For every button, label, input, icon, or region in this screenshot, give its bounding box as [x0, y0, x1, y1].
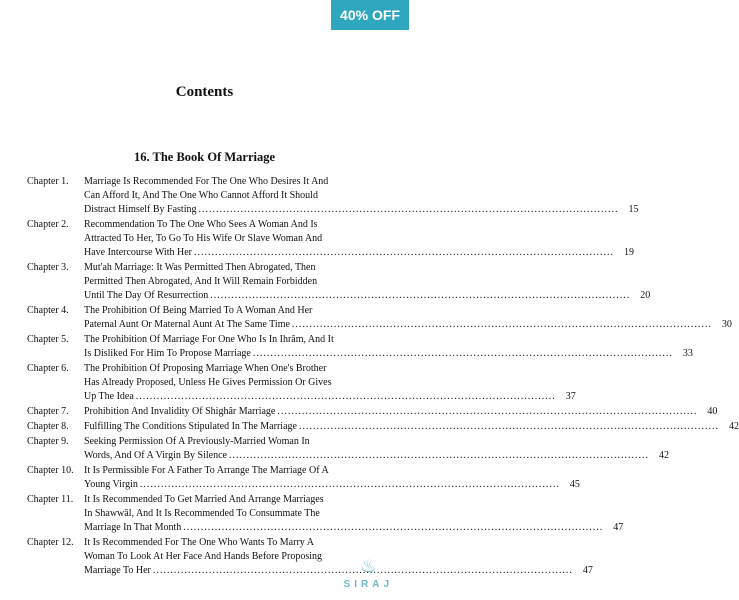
- toc-entry[interactable]: [27, 333, 693, 361]
- dot-leader: [229, 449, 649, 463]
- dot-leader: [210, 289, 630, 303]
- chapter-title-line: Young Virgin: [84, 479, 138, 490]
- chapter-title-line: Fulfilling The Conditions Stipulated In The Marriage: [84, 421, 297, 432]
- page-number: 45: [569, 479, 580, 490]
- lamp-icon: ♨: [360, 556, 377, 576]
- dot-leader: [194, 246, 614, 260]
- watermark-label: SIRAJ: [343, 579, 393, 590]
- chapter-title-line: Recommendation To The One Who Sees A Woman And Is: [84, 219, 318, 230]
- siraj-watermark: [344, 556, 393, 590]
- dot-leader: [277, 405, 697, 419]
- toc-entry[interactable]: [27, 420, 739, 434]
- toc-entry[interactable]: [27, 405, 718, 419]
- chapter-title-line: Mut'ah Marriage: It Was Permitted Then Abrogated, Then: [84, 262, 316, 273]
- toc-entry[interactable]: [27, 175, 639, 217]
- dot-leader: [253, 347, 673, 361]
- page-number: 33: [682, 348, 693, 359]
- chapter-title-line: Has Already Proposed, Unless He Gives Permission Or Gives: [84, 377, 332, 388]
- chapter-number: Chapter 12.: [27, 537, 74, 548]
- toc-entry[interactable]: [27, 362, 576, 404]
- chapter-title-line: It Is Permissible For A Father To Arrange The Marriage Of A: [84, 465, 329, 476]
- chapter-title-line: Seeking Permission Of A Previously-Married Woman In: [84, 436, 310, 447]
- chapter-number: Chapter 11.: [27, 494, 74, 505]
- toc-entry[interactable]: [27, 536, 593, 578]
- page-number: 19: [623, 247, 634, 258]
- chapter-title-line: Until The Day Of Resurrection: [84, 290, 209, 301]
- dot-leader: [299, 420, 719, 434]
- discount-badge: 40% OFF: [331, 0, 409, 30]
- dot-leader: [292, 318, 712, 332]
- chapter-title-line: Marriage In That Month: [84, 522, 182, 533]
- toc-entry[interactable]: [27, 304, 732, 332]
- chapter-title-line: Up The Idea: [84, 391, 134, 402]
- page-number: 37: [565, 391, 576, 402]
- chapter-title-line: Words, And Of A Virgin By Silence: [84, 450, 227, 461]
- page-number: 42: [728, 421, 739, 432]
- toc-entry[interactable]: [27, 261, 651, 303]
- chapter-title-line: Paternal Aunt Or Maternal Aunt At The Same Time: [84, 319, 290, 330]
- toc-entry[interactable]: [27, 464, 580, 492]
- chapter-title-line: The Prohibition Of Proposing Marriage When One's Brother: [84, 363, 327, 374]
- chapter-title-line: Marriage Is Recommended For The One Who Desires It And: [84, 176, 329, 187]
- dot-leader: [199, 203, 619, 217]
- chapter-number: Chapter 3.: [27, 262, 69, 273]
- dot-leader: [136, 390, 556, 404]
- page-number: 40: [707, 406, 718, 417]
- chapter-title-line: In Shawwâl, And It Is Recommended To Consummate The: [84, 508, 320, 519]
- chapter-title-line: Woman To Look At Her Face And Hands Before Proposing: [84, 551, 322, 562]
- chapter-number: Chapter 5.: [27, 334, 69, 345]
- page-number: 47: [613, 522, 624, 533]
- chapter-number: Chapter 9.: [27, 436, 69, 447]
- chapter-number: Chapter 8.: [27, 421, 69, 432]
- chapter-title-line: Marriage To Her: [84, 565, 151, 576]
- chapter-title-line: It Is Recommended To Get Married And Arrange Marriages: [84, 494, 324, 505]
- toc-entry[interactable]: [27, 218, 634, 260]
- chapter-number: Chapter 6.: [27, 363, 69, 374]
- chapter-title-line: It Is Recommended For The One Who Wants To Marry A: [84, 537, 314, 548]
- chapter-title-line: The Prohibition Of Marriage For One Who Is In Ihrâm, And It: [84, 334, 334, 345]
- chapter-title-line: The Prohibition Of Being Married To A Woman And Her: [84, 305, 313, 316]
- chapter-number: Chapter 7.: [27, 406, 69, 417]
- chapter-number: Chapter 4.: [27, 305, 69, 316]
- chapter-title-line: Prohibition And Invalidity Of Shighâr Marriage: [84, 406, 276, 417]
- chapter-number: Chapter 2.: [27, 219, 69, 230]
- chapter-number: Chapter 10.: [27, 465, 74, 476]
- page-number: 47: [582, 565, 593, 576]
- toc-entry[interactable]: [27, 435, 669, 463]
- page-title: Contents: [175, 84, 234, 100]
- chapter-title-line: Is Disliked For Him To Propose Marriage: [84, 348, 251, 359]
- toc-entry[interactable]: [27, 493, 624, 535]
- section-title: 16. The Book Of Marriage: [133, 150, 276, 164]
- page-number: 15: [628, 204, 639, 215]
- dot-leader: [140, 478, 560, 492]
- dot-leader: [183, 521, 603, 535]
- chapter-title-line: Distract Himself By Fasting: [84, 204, 197, 215]
- chapter-title-line: Permitted Then Abrogated, And It Will Remain Forbidden: [84, 276, 318, 287]
- chapter-title-line: Attracted To Her, To Go To His Wife Or Slave Woman And: [84, 233, 323, 244]
- page-number: 30: [721, 319, 732, 330]
- page-number: 20: [640, 290, 651, 301]
- chapter-title-line: Can Afford It, And The One Who Cannot Afford It Should: [84, 190, 318, 201]
- page-number: 42: [658, 450, 669, 461]
- table-of-contents: [27, 175, 739, 579]
- chapter-number: Chapter 1.: [27, 176, 69, 187]
- chapter-title-line: Have Intercourse With Her: [84, 247, 192, 258]
